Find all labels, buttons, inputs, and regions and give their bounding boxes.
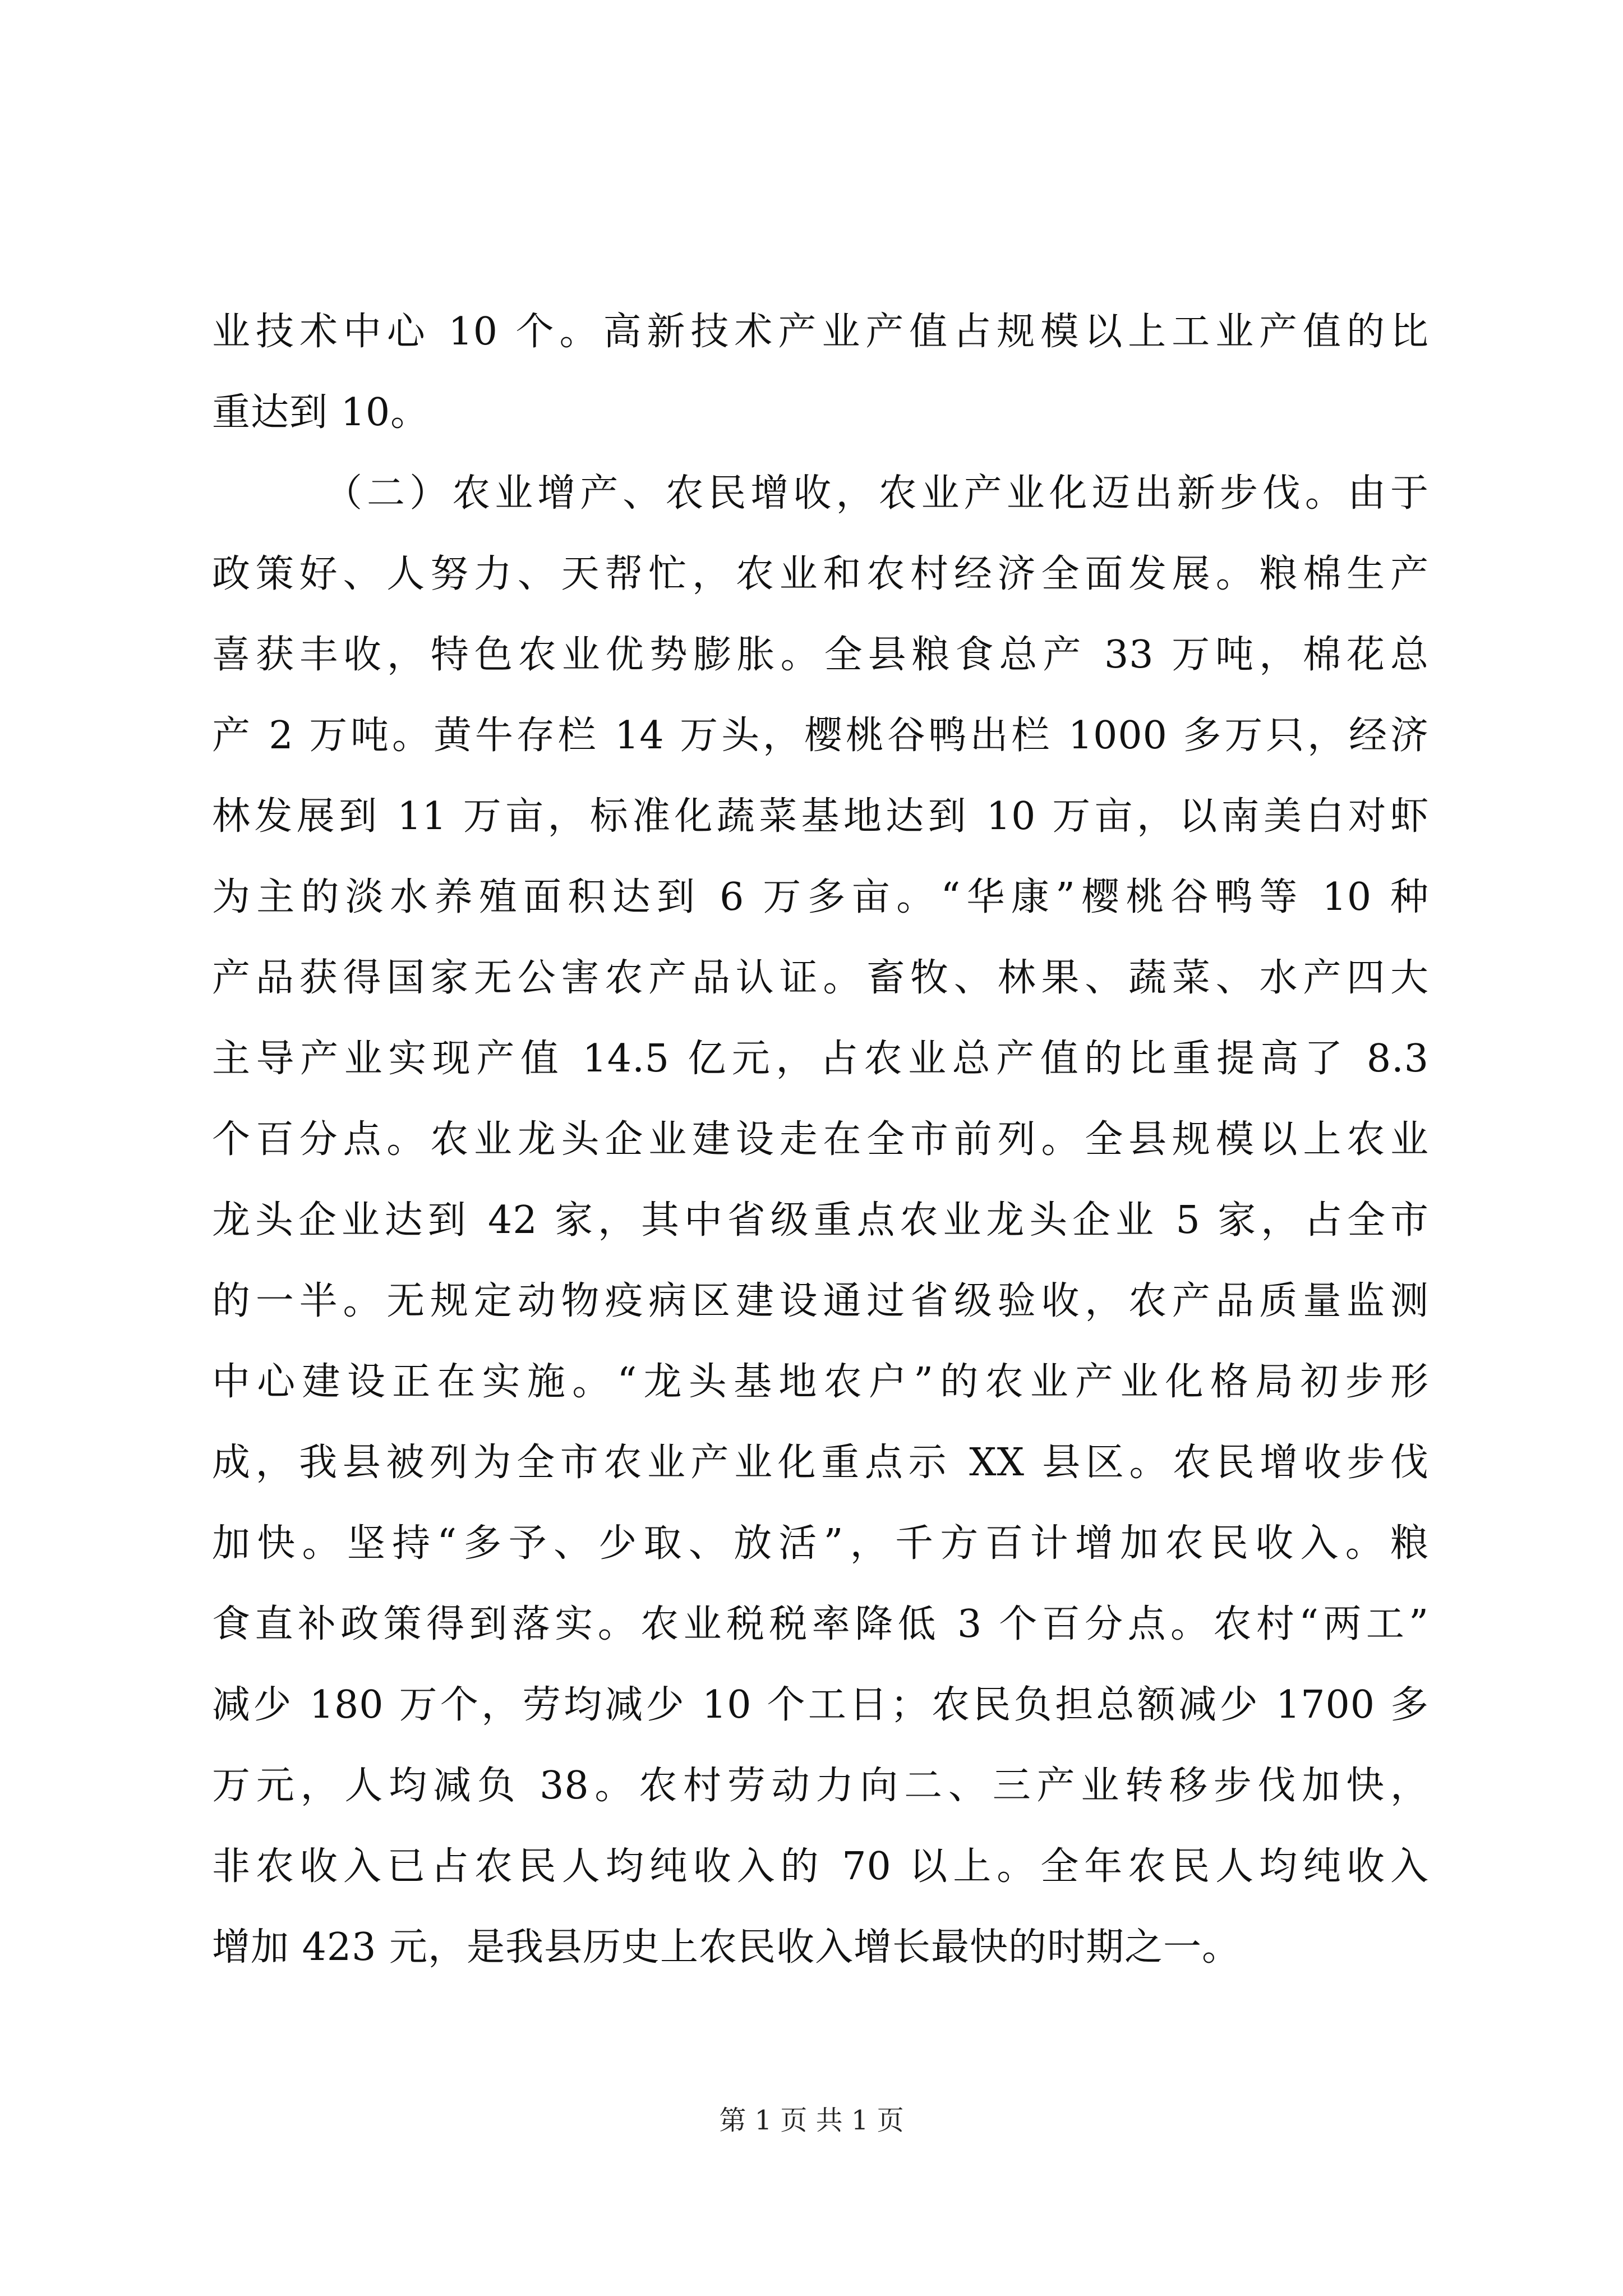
text-line: 政策好、人努力、天帮忙，农业和农村经济全面发展。粮棉生产: [212, 552, 1429, 596]
text-line: 减少 180 万个，劳均减少 10 个工日；农民负担总额减少 1700 多: [212, 1683, 1429, 1727]
text-line: 中心建设正在实施。“龙头基地农户”的农业产业化格局初步形: [212, 1360, 1429, 1404]
text-line: 加快。坚持“多予、少取、放活”，千方百计增加农民收入。粮: [212, 1521, 1429, 1566]
text-line: 增加 423 元，是我县历史上农民收入增长最快的时期之一。: [212, 1925, 1241, 1970]
text-line: 林发展到 11 万亩，标准化蔬菜基地达到 10 万亩，以南美白对虾: [212, 794, 1429, 839]
section-heading-line: （二）农业增产、农民增收，农业产业化迈出新步伐。由于: [324, 471, 1429, 516]
page-number-footer: 第 1 页 共 1 页: [719, 2105, 904, 2136]
text-line: 重达到 10。: [212, 390, 430, 435]
text-line: 食直补政策得到落实。农业税税率降低 3 个百分点。农村“两工”: [212, 1602, 1429, 1646]
text-line: 主导产业实现产值 14.5 亿元，占农业总产值的比重提高了 8.3: [212, 1037, 1429, 1081]
text-line: 的一半。无规定动物疫病区建设通过省级验收，农产品质量监测: [212, 1279, 1429, 1323]
text-line: 个百分点。农业龙头企业建设走在全市前列。全县规模以上农业: [212, 1117, 1429, 1162]
text-line: 业技术中心 10 个。高新技术产业产值占规模以上工业产值的比: [212, 310, 1429, 354]
text-line: 为主的淡水养殖面积达到 6 万多亩。“华康”樱桃谷鸭等 10 种: [212, 875, 1429, 919]
text-line: 龙头企业达到 42 家，其中省级重点农业龙头企业 5 家，占全市: [212, 1198, 1429, 1243]
text-line: 非农收入已占农民人均纯收入的 70 以上。全年农民人均纯收入: [212, 1844, 1429, 1889]
text-line: 产 2 万吨。黄牛存栏 14 万头，樱桃谷鸭出栏 1000 多万只，经济: [212, 714, 1429, 758]
text-line: 产品获得国家无公害农产品认证。畜牧、林果、蔬菜、水产四大: [212, 956, 1429, 1000]
document-body: [212, 292, 1429, 1988]
text-line: 成，我县被列为全市农业产业化重点示 XX 县区。农民增收步伐: [212, 1441, 1429, 1485]
text-line: 喜获丰收，特色农业优势膨胀。全县粮食总产 33 万吨，棉花总: [212, 633, 1429, 677]
text-line: 万元，人均减负 38。农村劳动力向二、三产业转移步伐加快，: [212, 1764, 1429, 1808]
